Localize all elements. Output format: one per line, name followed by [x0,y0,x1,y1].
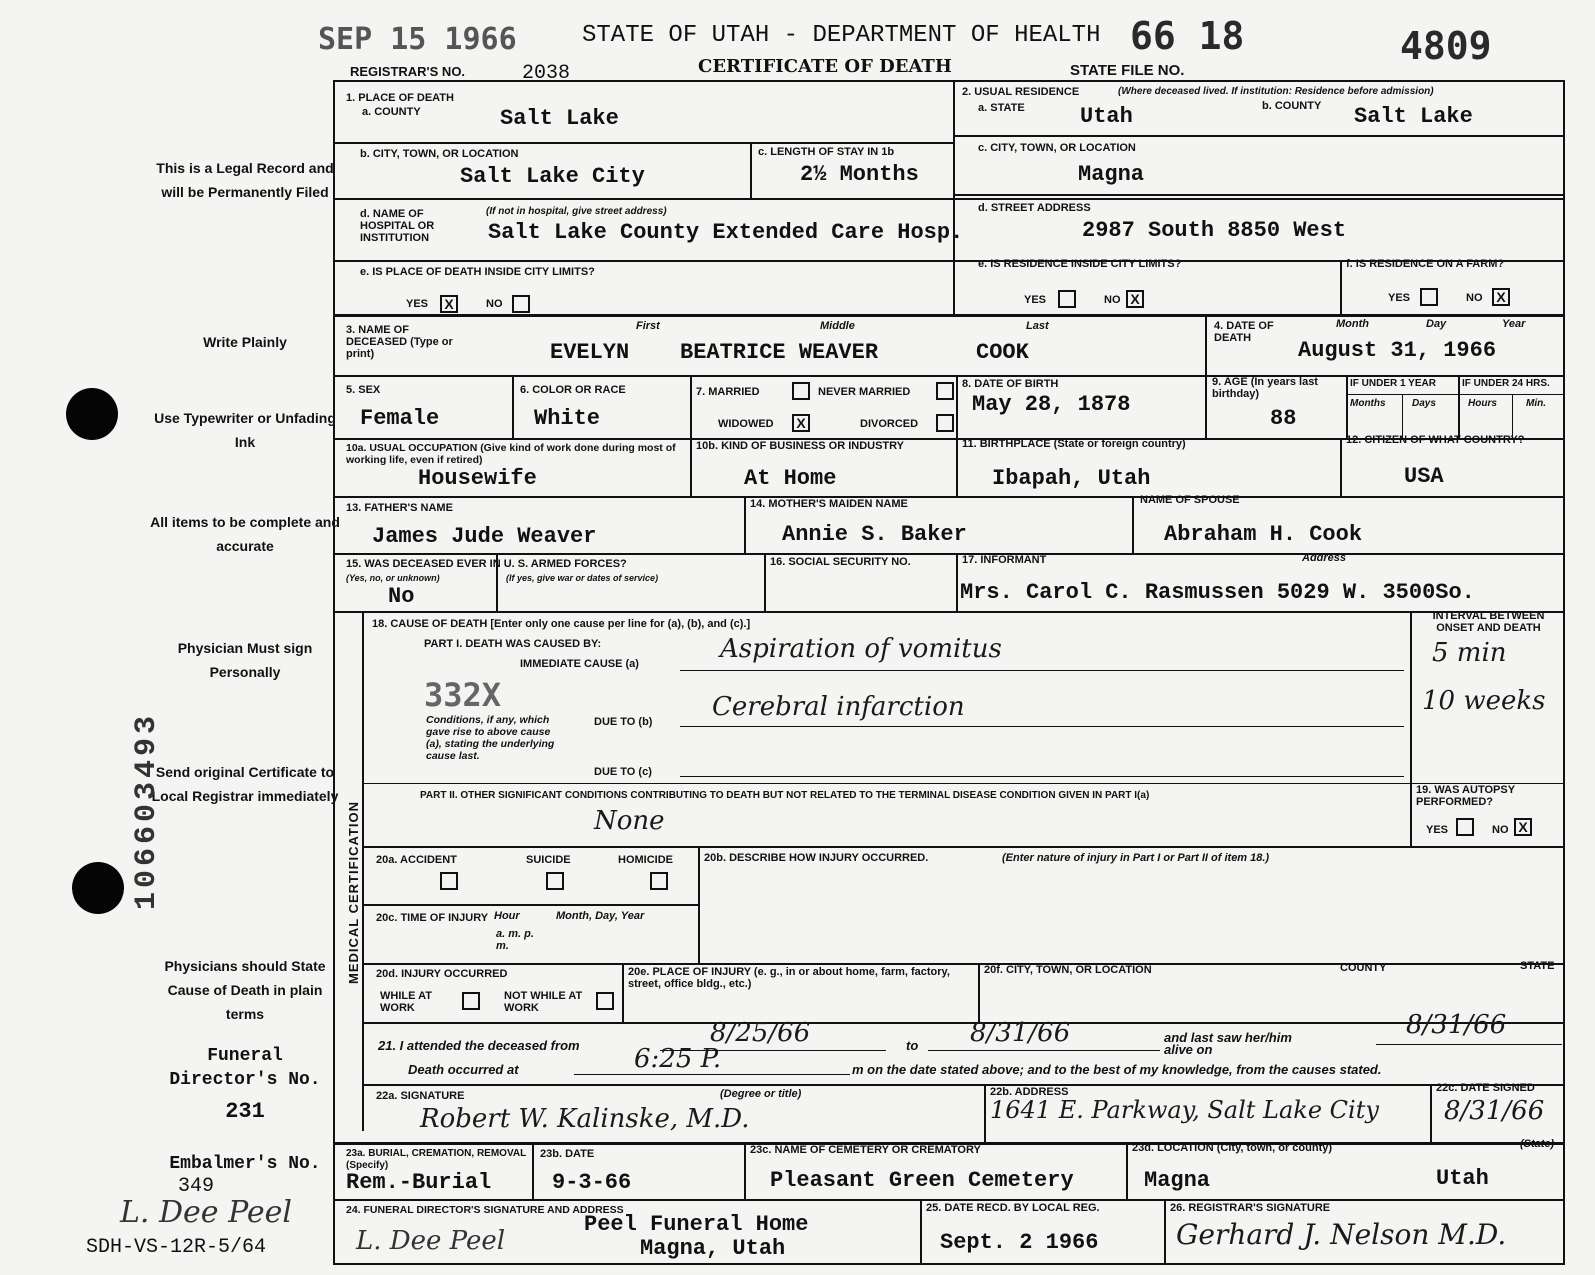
write-plainly-note: Write Plainly [203,334,287,350]
physician-address-label: 22b. ADDRESS [990,1086,1069,1098]
suicide-label: SUICIDE [526,854,571,866]
injury-county-label: COUNTY [1340,962,1387,974]
physician-signature: Robert W. Kalinske, M.D. [420,1104,750,1134]
last-label: Last [1026,320,1049,332]
farm-yes-checkbox[interactable] [1420,288,1438,306]
place-of-injury-label: 20e. PLACE OF INJURY (e. g., in or about home, farm, factory, street, office bldg., etc.) [628,966,950,990]
residence-county: Salt Lake [1354,104,1473,129]
day-label: Day [1426,318,1447,330]
form-code: SDH-VS-12R-5/64 [86,1236,267,1259]
certificate-title: CERTIFICATE OF DEATH [698,56,952,77]
accident-label: 20a. ACCIDENT [376,854,457,866]
interval-b: 10 weeks [1422,686,1546,716]
stamp-number: 66 18 [1130,14,1245,58]
burial-state: Utah [1436,1166,1489,1191]
mdy-label: Month, Day, Year [556,910,645,922]
due-to-b: Cerebral infarction [712,692,965,722]
under-one-year-label: IF UNDER 1 YEAR [1350,378,1436,389]
farm-yes-label: YES [1388,292,1411,304]
informant-address-label: Address [1302,552,1347,564]
state-file-label: STATE FILE NO. [1070,62,1185,79]
burial-location-label: 23d. LOCATION (City, town, or county) [1132,1142,1333,1154]
hospital-name: Salt Lake County Extended Care Hosp. [488,220,964,245]
residence-note: (Where deceased lived. If institution: Residence before admission) [1118,86,1434,97]
residence-inside-label: e. IS RESIDENCE INSIDE CITY LIMITS? [978,258,1182,270]
business-label: 10b. KIND OF BUSINESS OR INDUSTRY [696,440,905,452]
burial-method: Rem.-Burial [346,1170,492,1195]
death-city: Salt Lake City [460,164,645,189]
date-signed: 8/31/66 [1444,1096,1545,1126]
death-county-label: a. COUNTY [362,106,421,118]
street-address: 2987 South 8850 West [1082,218,1347,243]
registrar-no-label: REGISTRAR'S NO. [350,64,466,79]
punch-hole-bottom [72,862,124,914]
deceased-first: EVELYN [550,340,630,365]
degree-label: (Degree or title) [720,1088,802,1100]
residence-state-label: a. STATE [978,102,1025,114]
burial-date: 9-3-66 [552,1170,632,1195]
days-label: Days [1412,398,1436,409]
describe-injury-label: 20b. DESCRIBE HOW INJURY OCCURRED. [704,852,929,864]
ssn-label: 16. SOCIAL SECURITY NO. [770,556,911,568]
armed-forces: No [388,584,415,609]
date-received: Sept. 2 1966 [940,1230,1099,1255]
res-inside-yes-label: YES [1024,294,1047,306]
death-county: Salt Lake [500,106,619,131]
part-two-label: PART II. OTHER SIGNIFICANT CONDITIONS CONTRIBUTING TO DEATH BUT NOT RELATED TO THE TERMINAL DISEASE CONDITION GIVEN IN PART I(a) [420,790,1150,801]
autopsy-no-checkbox[interactable]: X [1514,818,1532,836]
funeral-home-city: Magna, Utah [640,1236,786,1261]
burial-date-label: 23b. DATE [540,1148,595,1160]
typewriter-note: Use Typewriter or Unfading Ink [154,410,336,450]
while-at-work-checkbox[interactable] [462,992,480,1010]
signature-label: 22a. SIGNATURE [376,1090,465,1102]
spouse-name: Abraham H. Cook [1164,522,1363,547]
hospital-note: (If not in hospital, give street address) [486,206,667,217]
cemetery-label: 23c. NAME OF CEMETERY OR CREMATORY [750,1144,981,1156]
res-inside-yes-checkbox[interactable] [1058,290,1076,308]
sex: Female [360,406,440,431]
injury-city-label: 20f. CITY, TOWN, OR LOCATION [984,964,1152,976]
send-original-note: Send original Certificate to Local Registrar immediately [151,764,339,804]
residence-city: Magna [1078,162,1145,187]
death-city-label: b. CITY, TOWN, OR LOCATION [360,148,519,160]
armed-service-note: (If yes, give war or dates of service) [506,573,659,583]
funeral-director-signature: L. Dee Peel [356,1226,506,1256]
birthplace-label: 11. BIRTHPLACE (State or foreign country) [962,438,1186,450]
farm-no-checkbox[interactable]: X [1492,288,1510,306]
embalmer-label: Embalmer's No. [169,1154,321,1174]
widowed-label: WIDOWED [718,418,774,430]
length-of-stay: 2½ Months [800,162,919,187]
deceased-last: COOK [976,340,1029,365]
deceased-name-label: 3. NAME OF DECEASED (Type or print) [346,324,453,360]
mother-label: 14. MOTHER'S MAIDEN NAME [750,498,908,510]
informant-label: 17. INFORMANT [962,554,1047,566]
all-items-note: All items to be complete and accurate [150,514,340,554]
physicians-should-note: Physicians should State Cause of Death in plain terms [164,958,326,1022]
never-married-label: NEVER MARRIED [818,386,911,398]
date-of-death-label: 4. DATE OF DEATH [1214,320,1274,344]
deceased-middle: BEATRICE WEAVER [680,340,879,365]
cause-of-death-label: 18. CAUSE OF DEATH [Enter only one cause per line for (a), (b), and (c).] [372,618,751,630]
attended-from: 8/25/66 [710,1018,811,1048]
registrar-signature: Gerhard J. Nelson M.D. [1176,1218,1507,1251]
inside-no-label: NO [486,298,503,310]
registrar-no: 2038 [522,62,571,85]
hospital-label: d. NAME OF HOSPITAL OR INSTITUTION [360,208,435,244]
state-file-stamp: 4809 [1400,24,1492,68]
date-received-label: 25. DATE RECD. BY LOCAL REG. [926,1202,1100,1214]
spouse-label: NAME OF SPOUSE [1140,494,1240,506]
residence-county-label: b. COUNTY [1262,100,1322,112]
year-label: Year [1502,318,1526,330]
age: 88 [1270,406,1297,431]
race: White [534,406,601,431]
occupation: Housewife [418,466,537,491]
length-of-stay-label: c. LENGTH OF STAY IN 1b [758,146,895,158]
father-name: James Jude Weaver [372,524,597,549]
due-to-b-label: DUE TO (b) [594,716,653,728]
conditions-note: Conditions, if any, which gave rise to above cause (a), stating the underlying cause last. [426,714,555,762]
months-label: Months [1350,398,1386,409]
citizen-label: 12. CITIZEN OF WHAT COUNTRY? [1346,434,1525,446]
business: At Home [744,466,837,491]
punch-hole-top [66,388,118,440]
part-one-label: PART I. DEATH WAS CAUSED BY: [424,638,602,650]
autopsy-label: 19. WAS AUTOPSY PERFORMED? [1416,784,1515,808]
occupation-label: 10a. USUAL OCCUPATION (Give kind of work done during most of working life, even if retired) [346,442,676,466]
autopsy-yes-label: YES [1426,824,1449,836]
citizen: USA [1404,464,1444,489]
min-label: Min. [1526,398,1546,409]
hour-label: Hour [494,910,520,922]
homicide-label: HOMICIDE [618,854,673,866]
homicide-checkbox[interactable] [650,872,668,890]
place-of-death-label: 1. PLACE OF DEATH [346,92,454,104]
while-at-work-label: WHILE AT WORK [380,990,432,1014]
farm-label: f. IS RESIDENCE ON A FARM? [1346,258,1505,270]
farm-no-label: NO [1466,292,1483,304]
autopsy-yes-checkbox[interactable] [1456,818,1474,836]
attended-to: 8/31/66 [970,1018,1071,1048]
autopsy-no-label: NO [1492,824,1509,836]
funeral-director-no: 231 [225,1099,265,1124]
interval-label: INTERVAL BETWEEN ONSET AND DEATH [1432,610,1545,634]
last-saw-label: and last saw her/him alive on [1164,1030,1292,1057]
funeral-director-label: Funeral Director's No. [169,1046,321,1090]
burial-label: 23a. BURIAL, CREMATION, REMOVAL (Specify) [346,1148,527,1171]
dob-label: 8. DATE OF BIRTH [962,378,1059,390]
attended-to-label: to [906,1038,919,1053]
not-while-at-work-checkbox[interactable] [596,992,614,1010]
birthplace: Ibapah, Utah [992,466,1151,491]
embalmer-no: 349 [178,1175,215,1198]
divorced-checkbox[interactable] [936,414,954,432]
date-of-birth: May 28, 1878 [972,392,1131,417]
never-married-checkbox[interactable] [936,382,954,400]
under-24-label: IF UNDER 24 HRS. [1462,378,1550,389]
father-label: 13. FATHER'S NAME [346,502,453,514]
attended-from-label: 21. I attended the deceased from [378,1038,580,1053]
death-occurred-note: m on the date stated above; and to the best of my knowledge, from the causes stated. [852,1062,1382,1077]
last-saw-date: 8/31/66 [1406,1010,1507,1040]
armed-forces-label: 15. WAS DECEASED EVER IN U. S. ARMED FORCES? [346,558,627,570]
medical-certification-label: MEDICAL CERTIFICATION [346,800,361,984]
funeral-home: Peel Funeral Home [584,1212,809,1237]
date-of-death: August 31, 1966 [1298,338,1497,363]
immediate-cause: Aspiration of vomitus [720,634,1002,664]
interval-a: 5 min [1432,638,1507,668]
residence-state: Utah [1080,104,1133,129]
age-label: 9. AGE (In years last birthday) [1212,376,1318,400]
due-to-c-label: DUE TO (c) [594,766,652,778]
married-checkbox[interactable] [792,382,810,400]
form-header-title: STATE OF UTAH - DEPARTMENT OF HEALTH [582,22,1101,49]
inside-no-checkbox[interactable] [512,295,530,313]
burial-state-label: (State) [1520,1138,1555,1150]
describe-injury-note: (Enter nature of injury in Part I or Part II of item 18.) [1002,852,1270,864]
embalmer-signature: L. Dee Peel [120,1195,293,1230]
usual-residence-label: 2. USUAL RESIDENCE [962,86,1080,98]
funeral-director-sig-label: 24. FUNERAL DIRECTOR'S SIGNATURE AND ADDRESS [346,1204,624,1216]
inside-yes-label: YES [406,298,429,310]
legal-record-note: This is a Legal Record and will be Permanently Filed [156,160,334,200]
time-of-injury-label: 20c. TIME OF INJURY [376,912,489,924]
informant: Mrs. Carol C. Rasmussen 5029 W. 3500So. [960,580,1475,605]
registrar-signature-label: 26. REGISTRAR'S SIGNATURE [1170,1202,1331,1214]
burial-location: Magna [1144,1168,1211,1193]
suicide-checkbox[interactable] [546,872,564,890]
physician-sign-note: Physician Must sign Personally [177,640,313,680]
race-label: 6. COLOR OR RACE [520,384,626,396]
not-while-at-work-label: NOT WHILE AT WORK [504,990,583,1014]
inside-yes-checkbox[interactable]: X [440,295,458,313]
physician-address: 1641 E. Parkway, Salt Lake City [990,1096,1379,1124]
death-time: 6:25 P. [634,1044,722,1074]
residence-city-label: c. CITY, TOWN, OR LOCATION [978,142,1136,154]
armed-note: (Yes, no, or unknown) [346,573,440,583]
mother-name: Annie S. Baker [782,522,967,547]
inside-city-label: e. IS PLACE OF DEATH INSIDE CITY LIMITS? [360,266,595,278]
first-label: First [636,320,660,332]
part-two: None [594,806,665,836]
date-signed-label: 22c. DATE SIGNED [1436,1082,1535,1094]
accident-checkbox[interactable] [440,872,458,890]
month-label: Month [1336,318,1369,330]
res-inside-no-label: NO [1104,294,1121,306]
vertical-serial-number: 106603493 [130,711,164,910]
injury-state-label: STATE [1520,960,1555,972]
middle-label: Middle [820,320,855,332]
cause-code: 332X [424,676,502,714]
street-address-label: d. STREET ADDRESS [978,202,1091,214]
married-label: 7. MARRIED [696,386,760,398]
divorced-label: DIVORCED [860,418,919,430]
sex-label: 5. SEX [346,384,381,396]
injury-occurred-label: 20d. INJURY OCCURRED [376,968,508,980]
widowed-checkbox[interactable]: X [792,414,810,432]
received-date-stamp: SEP 15 1966 [318,22,517,57]
am-pm-label: a. m. p. m. [496,928,534,952]
immediate-cause-label: IMMEDIATE CAUSE (a) [520,658,639,670]
death-occurred-label: Death occurred at [408,1062,519,1077]
cemetery-name: Pleasant Green Cemetery [770,1168,1074,1193]
hours-label: Hours [1468,398,1497,409]
res-inside-no-checkbox[interactable]: X [1126,290,1144,308]
